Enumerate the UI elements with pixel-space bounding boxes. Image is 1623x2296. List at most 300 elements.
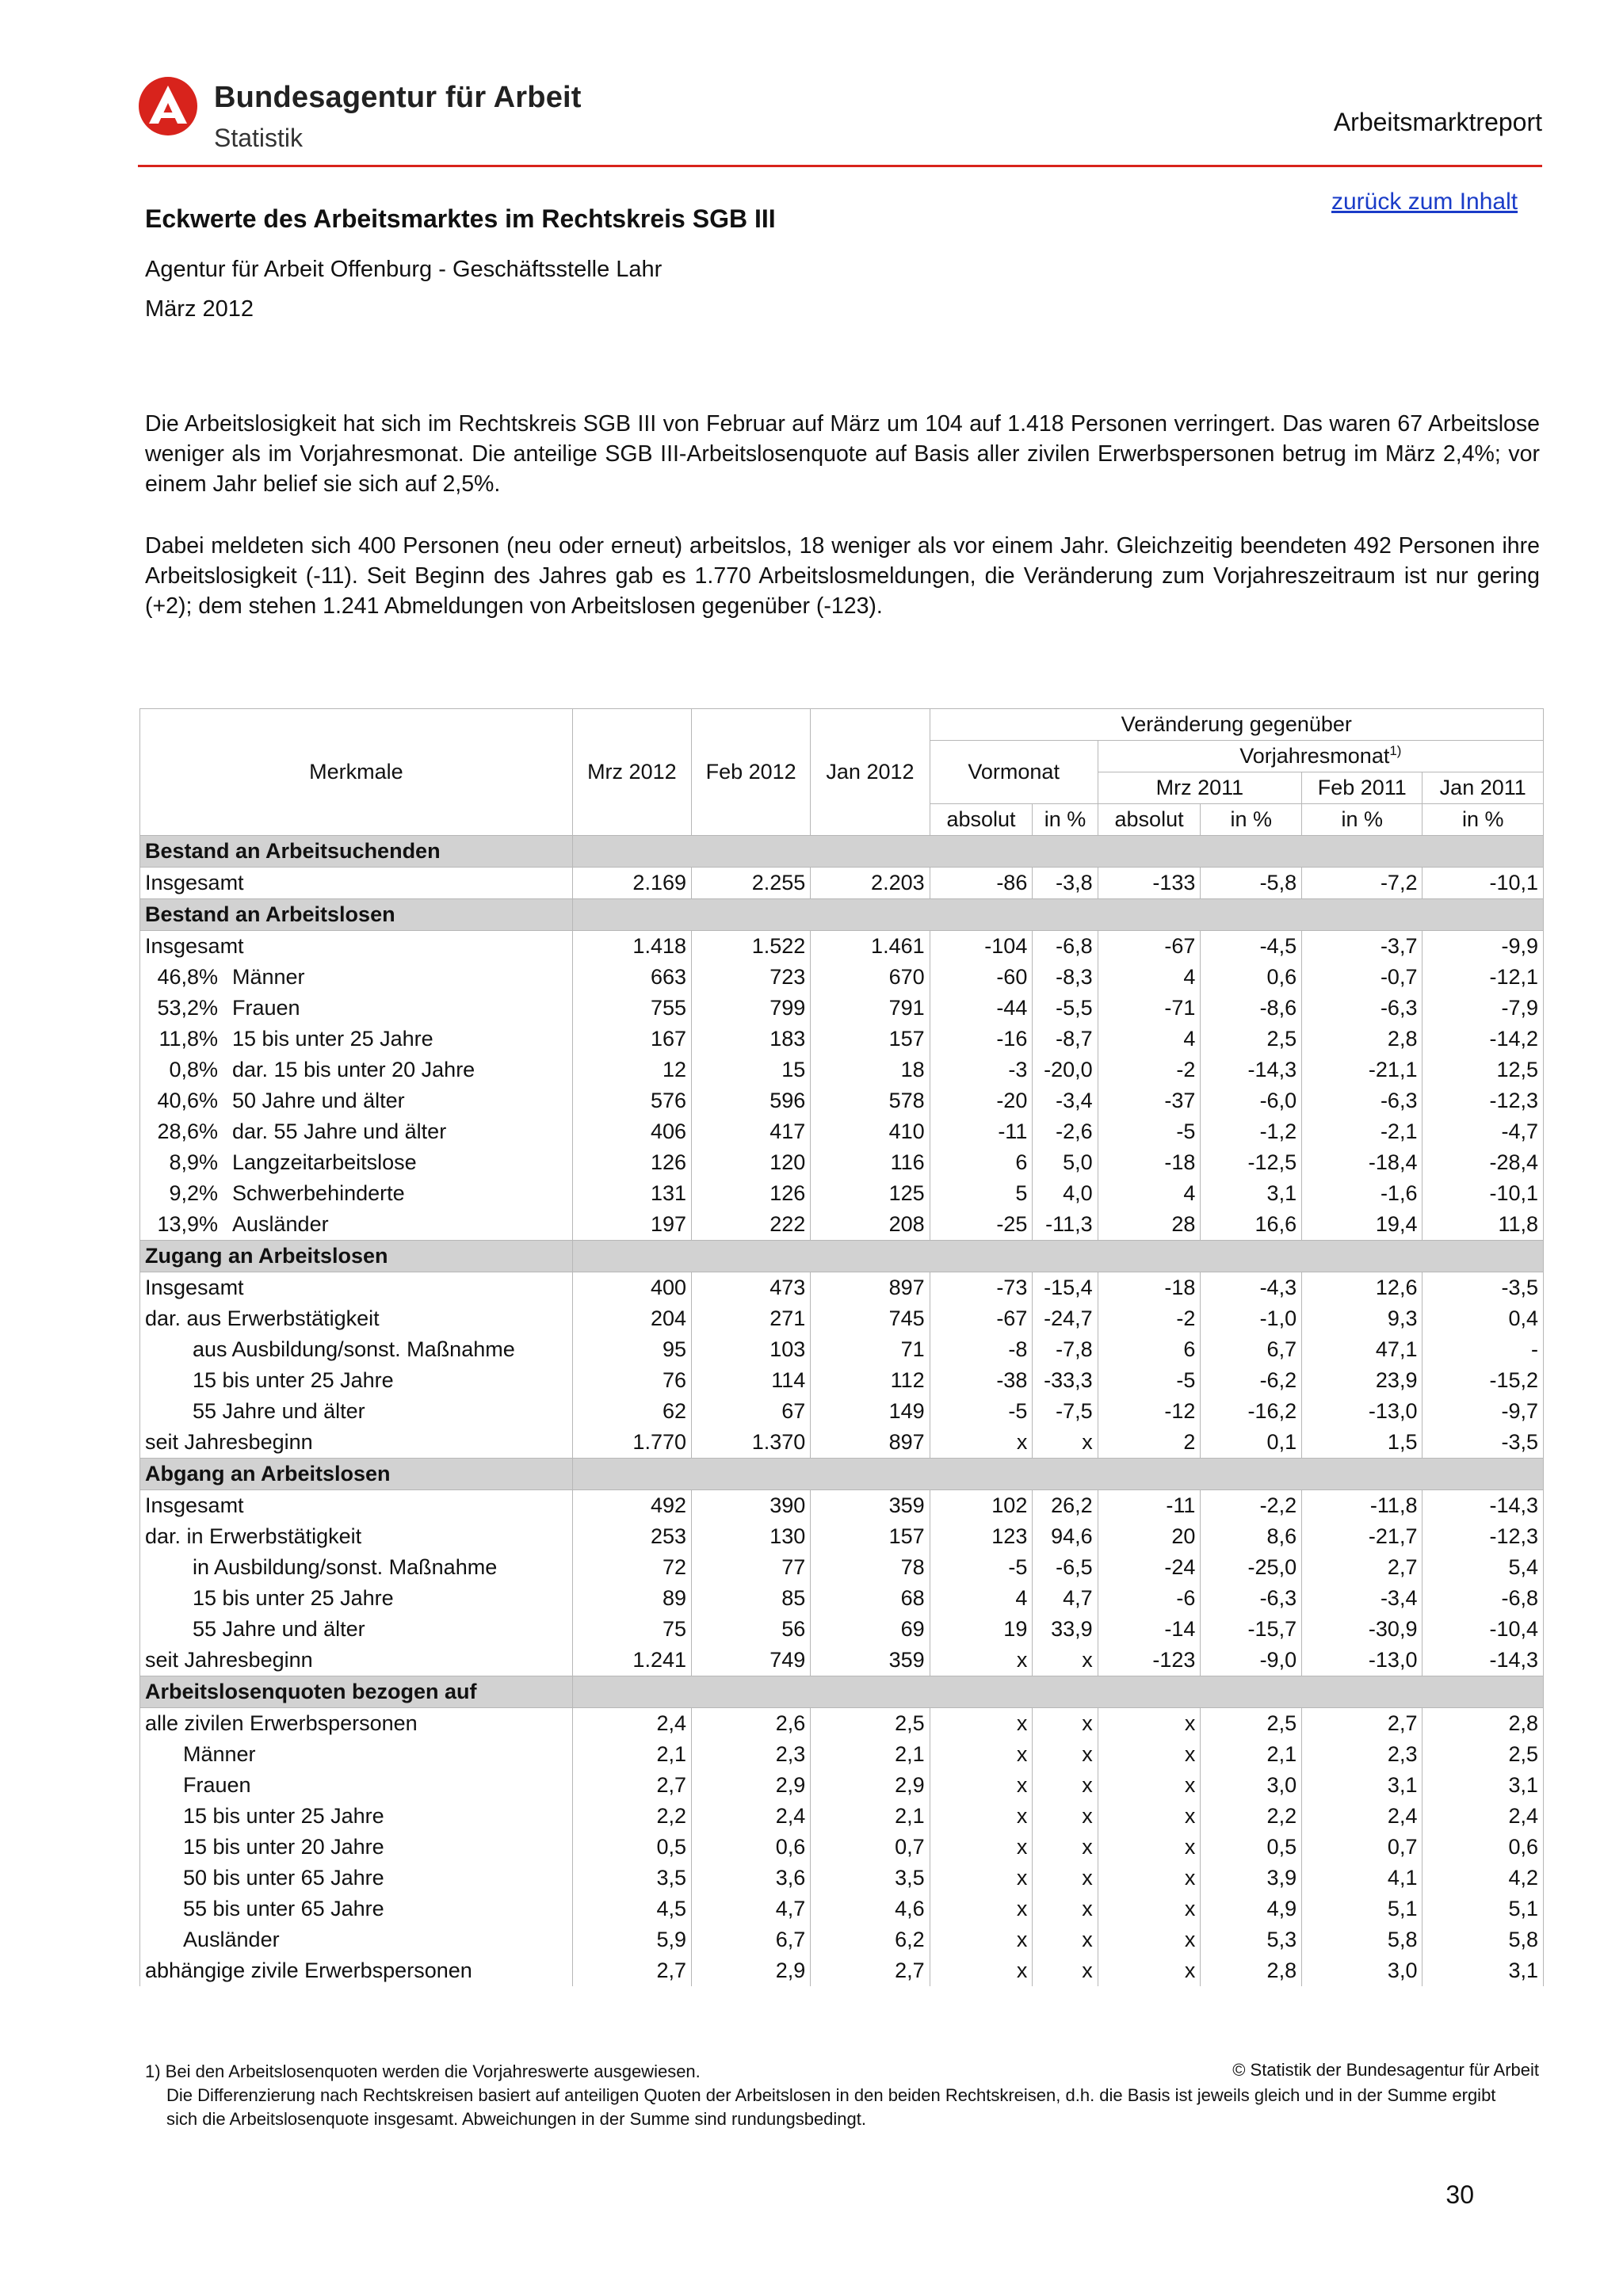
value-cell: 16,6 [1201, 1209, 1302, 1241]
value-cell: -15,7 [1201, 1614, 1302, 1645]
value-cell: 2,5 [1201, 1024, 1302, 1055]
row-label: Insgesamt [145, 871, 244, 894]
value-cell: 5,4 [1423, 1552, 1544, 1583]
value-cell: 6,7 [1201, 1334, 1302, 1365]
value-cell: 20 [1098, 1521, 1201, 1552]
value-cell: -3,5 [1423, 1272, 1544, 1304]
value-cell: -14 [1098, 1614, 1201, 1645]
section-row [140, 836, 1544, 868]
value-cell: 78 [811, 1552, 930, 1583]
value-cell: -11 [930, 1116, 1033, 1147]
value-cell: 71 [811, 1334, 930, 1365]
value-cell: 125 [811, 1178, 930, 1209]
value-cell: -7,8 [1033, 1334, 1098, 1365]
table-row [140, 1552, 1544, 1583]
header-absolut: absolut [930, 804, 1033, 836]
value-cell: -20,0 [1033, 1055, 1098, 1085]
row-label: Insgesamt [145, 1493, 244, 1517]
row-label: 15 bis unter 20 Jahre [183, 1835, 384, 1859]
value-cell: 2,7 [1302, 1708, 1423, 1740]
value-cell: 68 [811, 1583, 930, 1614]
table-row [140, 1521, 1544, 1552]
value-cell: - [1423, 1334, 1544, 1365]
value-cell: 28 [1098, 1209, 1201, 1241]
section-title: Zugang an Arbeitslosen [140, 1241, 573, 1272]
value-cell: 3,1 [1302, 1770, 1423, 1801]
value-cell: 85 [692, 1583, 811, 1614]
value-cell: -6,3 [1201, 1583, 1302, 1614]
row-label-cell [140, 1894, 573, 1924]
value-cell: 19,4 [1302, 1209, 1423, 1241]
value-cell: -3,7 [1302, 931, 1423, 963]
table-row [140, 1272, 1544, 1304]
row-label-cell [140, 962, 573, 993]
row-label: dar. in Erwerbstätigkeit [145, 1524, 362, 1548]
value-cell: 4 [1098, 1024, 1201, 1055]
value-cell: 4,0 [1033, 1178, 1098, 1209]
header-vormonat: Vormonat [930, 741, 1098, 804]
value-cell: 89 [572, 1583, 691, 1614]
value-cell: -123 [1098, 1645, 1201, 1676]
value-cell: 2,8 [1302, 1024, 1423, 1055]
value-cell: 0,4 [1423, 1303, 1544, 1334]
value-cell: 2,4 [692, 1801, 811, 1832]
footnote-2: Die Differenzierung nach Rechtskreisen basiert auf anteiligen Quoten der Arbeitslosen in den beiden Rechtskreisen, d.h. die Basis ist jeweils gleich und in der Summe ergibt sich die Arbeitslosenquote insgesamt. Abweichungen in der Summe sind rundungsbedingt. [166, 2085, 1496, 2129]
value-cell: -14,3 [1201, 1055, 1302, 1085]
section-fill [572, 899, 1543, 931]
value-cell: x [1098, 1955, 1201, 1986]
value-cell: -18 [1098, 1272, 1201, 1304]
value-cell: -13,0 [1302, 1396, 1423, 1427]
value-cell: 5,9 [572, 1924, 691, 1955]
value-cell: -73 [930, 1272, 1033, 1304]
table-body [140, 836, 1544, 1987]
value-cell: -15,4 [1033, 1272, 1098, 1304]
value-cell: 400 [572, 1272, 691, 1304]
value-cell: 33,9 [1033, 1614, 1098, 1645]
header-in-pct: in % [1302, 804, 1423, 836]
row-label: Insgesamt [145, 934, 244, 958]
value-cell: x [930, 1924, 1033, 1955]
value-cell: -5 [930, 1552, 1033, 1583]
value-cell: -3,4 [1033, 1085, 1098, 1116]
value-cell: 2,7 [811, 1955, 930, 1986]
value-cell: 2,4 [1423, 1801, 1544, 1832]
value-cell: 18 [811, 1055, 930, 1085]
value-cell: -2,6 [1033, 1116, 1098, 1147]
value-cell: 4,6 [811, 1894, 930, 1924]
row-label-cell [140, 1024, 573, 1055]
value-cell: -14,3 [1423, 1645, 1544, 1676]
value-cell: 799 [692, 993, 811, 1024]
value-cell: 3,1 [1423, 1770, 1544, 1801]
value-cell: 2,6 [692, 1708, 811, 1740]
row-label-cell [140, 868, 573, 899]
row-label-cell [140, 1303, 573, 1334]
value-cell: -7,9 [1423, 993, 1544, 1024]
row-label: Ausländer [183, 1928, 280, 1951]
row-label-cell [140, 1583, 573, 1614]
value-cell: 2,9 [692, 1955, 811, 1986]
value-cell: 3,1 [1423, 1955, 1544, 1986]
value-cell: -67 [930, 1303, 1033, 1334]
value-cell: 114 [692, 1365, 811, 1396]
value-cell: -21,1 [1302, 1055, 1423, 1085]
value-cell: -5,5 [1033, 993, 1098, 1024]
value-cell: x [1098, 1924, 1201, 1955]
row-label: Langzeitarbeitslose [232, 1150, 417, 1174]
value-cell: 2,5 [1201, 1708, 1302, 1740]
row-label: dar. 15 bis unter 20 Jahre [232, 1058, 475, 1081]
value-cell: 76 [572, 1365, 691, 1396]
table-row [140, 1116, 1544, 1147]
header-vorjahresmonat: Vorjahresmonat$^{1)}$ [1098, 741, 1543, 772]
header-jan-2012: Jan 2012 [811, 709, 930, 836]
value-cell: -12,3 [1423, 1085, 1544, 1116]
value-cell: x [1033, 1645, 1098, 1676]
value-cell: -14,2 [1423, 1024, 1544, 1055]
value-cell: 2,5 [1423, 1739, 1544, 1770]
org-name: Bundesagentur für Arbeit [214, 81, 582, 114]
value-cell: x [930, 1645, 1033, 1676]
back-to-contents-link[interactable]: zurück zum Inhalt [1331, 189, 1518, 215]
value-cell: x [1098, 1739, 1201, 1770]
value-cell: -20 [930, 1085, 1033, 1116]
value-cell: 4,2 [1423, 1863, 1544, 1894]
value-cell: 94,6 [1033, 1521, 1098, 1552]
value-cell: -71 [1098, 993, 1201, 1024]
value-cell: 75 [572, 1614, 691, 1645]
row-label: 55 bis unter 65 Jahre [183, 1897, 384, 1920]
value-cell: 149 [811, 1396, 930, 1427]
table-row [140, 868, 1544, 899]
value-cell: -3 [930, 1055, 1033, 1085]
report-date: März 2012 [145, 296, 254, 322]
value-cell: -11 [1098, 1490, 1201, 1522]
value-cell: 47,1 [1302, 1334, 1423, 1365]
value-cell: x [1033, 1708, 1098, 1740]
row-label-cell [140, 1955, 573, 1986]
row-label: aus Ausbildung/sonst. Maßnahme [193, 1337, 515, 1361]
value-cell: 2,3 [1302, 1739, 1423, 1770]
value-cell: x [1033, 1924, 1098, 1955]
table-row [140, 1427, 1544, 1459]
row-label: dar. 55 Jahre und älter [232, 1119, 447, 1143]
value-cell: -18 [1098, 1147, 1201, 1178]
value-cell: 0,6 [1423, 1832, 1544, 1863]
row-label-cell [140, 1427, 573, 1459]
value-cell: 1,5 [1302, 1427, 1423, 1459]
value-cell: -1,2 [1201, 1116, 1302, 1147]
value-cell: 2.203 [811, 868, 930, 899]
page-subtitle: Agentur für Arbeit Offenburg - Geschäftsstelle Lahr [145, 257, 663, 282]
value-cell: -12,1 [1423, 962, 1544, 993]
value-cell: 222 [692, 1209, 811, 1241]
row-label-cell [140, 1055, 573, 1085]
row-share: 9,2% [169, 1181, 218, 1205]
value-cell: x [930, 1955, 1033, 1986]
value-cell: 130 [692, 1521, 811, 1552]
row-label: 15 bis unter 25 Jahre [183, 1804, 384, 1828]
value-cell: -8,7 [1033, 1024, 1098, 1055]
row-label-cell [140, 1209, 573, 1241]
value-cell: 2,4 [572, 1708, 691, 1740]
row-label: Ausländer [232, 1212, 329, 1236]
row-label: dar. aus Erwerbstätigkeit [145, 1306, 380, 1330]
row-label: 15 bis unter 25 Jahre [193, 1586, 394, 1610]
value-cell: -13,0 [1302, 1645, 1423, 1676]
value-cell: 11,8 [1423, 1209, 1544, 1241]
value-cell: -9,9 [1423, 931, 1544, 963]
value-cell: x [1098, 1863, 1201, 1894]
value-cell: 2,8 [1423, 1708, 1544, 1740]
table-row [140, 1365, 1544, 1396]
value-cell: 3,5 [572, 1863, 691, 1894]
header-veraenderung: Veränderung gegenüber [930, 709, 1543, 741]
value-cell: -44 [930, 993, 1033, 1024]
value-cell: -14,3 [1423, 1490, 1544, 1522]
copyright-note: © Statistik der Bundesagentur für Arbeit [1232, 2060, 1539, 2080]
value-cell: x [1033, 1739, 1098, 1770]
value-cell: -9,7 [1423, 1396, 1544, 1427]
value-cell: 3,0 [1302, 1955, 1423, 1986]
row-share: 8,9% [169, 1150, 218, 1174]
value-cell: 2,7 [1302, 1552, 1423, 1583]
value-cell: 95 [572, 1334, 691, 1365]
table-row [140, 1178, 1544, 1209]
value-cell: 2,1 [572, 1739, 691, 1770]
value-cell: 62 [572, 1396, 691, 1427]
row-label-cell [140, 1645, 573, 1676]
key-figures-table [139, 708, 1544, 1986]
value-cell: x [1098, 1832, 1201, 1863]
row-label-cell [140, 1147, 573, 1178]
value-cell: 4,5 [572, 1894, 691, 1924]
value-cell: 390 [692, 1490, 811, 1522]
value-cell: -38 [930, 1365, 1033, 1396]
value-cell: -1,0 [1201, 1303, 1302, 1334]
row-label-cell [140, 1178, 573, 1209]
value-cell: 6 [1098, 1334, 1201, 1365]
value-cell: -86 [930, 868, 1033, 899]
value-cell: 663 [572, 962, 691, 993]
value-cell: 12,6 [1302, 1272, 1423, 1304]
value-cell: x [930, 1708, 1033, 1740]
footnote-1: 1) Bei den Arbeitslosenquoten werden die Vorjahreswerte ausgewiesen. [145, 2061, 701, 2081]
value-cell: -5 [1098, 1365, 1201, 1396]
table-row [140, 1055, 1544, 1085]
value-cell: -21,7 [1302, 1521, 1423, 1552]
value-cell: x [930, 1739, 1033, 1770]
value-cell: -18,4 [1302, 1147, 1423, 1178]
value-cell: 69 [811, 1614, 930, 1645]
section-title: Bestand an Arbeitsuchenden [140, 836, 573, 868]
table-row [140, 1614, 1544, 1645]
value-cell: 12,5 [1423, 1055, 1544, 1085]
value-cell: 26,2 [1033, 1490, 1098, 1522]
row-label-cell [140, 1832, 573, 1863]
table-row [140, 1583, 1544, 1614]
value-cell: 253 [572, 1521, 691, 1552]
value-cell: 4 [930, 1583, 1033, 1614]
row-share: 46,8% [157, 965, 218, 989]
row-share: 13,9% [157, 1212, 218, 1236]
value-cell: 2,9 [692, 1770, 811, 1801]
report-title: Arbeitsmarktreport [1333, 108, 1542, 136]
value-cell: -6,3 [1302, 1085, 1423, 1116]
value-cell: -6,5 [1033, 1552, 1098, 1583]
value-cell: -12,5 [1201, 1147, 1302, 1178]
value-cell: 0,5 [1201, 1832, 1302, 1863]
header-feb-2011: Feb 2011 [1302, 772, 1423, 804]
value-cell: 3,0 [1201, 1770, 1302, 1801]
value-cell: -5 [1098, 1116, 1201, 1147]
value-cell: 208 [811, 1209, 930, 1241]
row-label-cell [140, 1614, 573, 1645]
value-cell: -28,4 [1423, 1147, 1544, 1178]
section-fill [572, 836, 1543, 868]
value-cell: 406 [572, 1116, 691, 1147]
value-cell: 126 [692, 1178, 811, 1209]
value-cell: -1,6 [1302, 1178, 1423, 1209]
row-label: 50 bis unter 65 Jahre [183, 1866, 384, 1890]
section-row [140, 1676, 1544, 1708]
row-label-cell [140, 1863, 573, 1894]
table-row [140, 931, 1544, 963]
row-label-cell [140, 1708, 573, 1740]
page-title: Eckwerte des Arbeitsmarktes im Rechtskreis SGB III [145, 204, 776, 233]
value-cell: -67 [1098, 931, 1201, 963]
row-label-cell [140, 1116, 573, 1147]
row-label: Männer [232, 965, 305, 989]
value-cell: 596 [692, 1085, 811, 1116]
value-cell: x [1033, 1770, 1098, 1801]
value-cell: 0,1 [1201, 1427, 1302, 1459]
row-label: Frauen [183, 1773, 251, 1797]
value-cell: 2,7 [572, 1955, 691, 1986]
value-cell: 102 [930, 1490, 1033, 1522]
value-cell: -2,2 [1201, 1490, 1302, 1522]
header-in-pct: in % [1201, 804, 1302, 836]
value-cell: -133 [1098, 868, 1201, 899]
value-cell: 2,1 [811, 1801, 930, 1832]
row-label: 15 bis unter 25 Jahre [232, 1027, 433, 1051]
value-cell: 359 [811, 1645, 930, 1676]
value-cell: x [1033, 1427, 1098, 1459]
value-cell: 5,8 [1302, 1924, 1423, 1955]
value-cell: 2,1 [1201, 1739, 1302, 1770]
value-cell: 3,1 [1201, 1178, 1302, 1209]
section-fill [572, 1241, 1543, 1272]
value-cell: 1.461 [811, 931, 930, 963]
table-row [140, 1708, 1544, 1740]
value-cell: 755 [572, 993, 691, 1024]
value-cell: 0,6 [692, 1832, 811, 1863]
value-cell: 410 [811, 1116, 930, 1147]
value-cell: -37 [1098, 1085, 1201, 1116]
table-row [140, 1832, 1544, 1863]
value-cell: -2,1 [1302, 1116, 1423, 1147]
value-cell: 4,7 [692, 1894, 811, 1924]
value-cell: 120 [692, 1147, 811, 1178]
value-cell: -25 [930, 1209, 1033, 1241]
row-label-cell [140, 1490, 573, 1522]
value-cell: -5 [930, 1396, 1033, 1427]
value-cell: 2 [1098, 1427, 1201, 1459]
value-cell: x [1033, 1955, 1098, 1986]
table-row [140, 1924, 1544, 1955]
row-label: seit Jahresbeginn [145, 1648, 313, 1672]
value-cell: -24,7 [1033, 1303, 1098, 1334]
value-cell: 116 [811, 1147, 930, 1178]
value-cell: 6 [930, 1147, 1033, 1178]
row-share: 40,6% [157, 1089, 218, 1112]
row-label-cell [140, 1396, 573, 1427]
value-cell: 749 [692, 1645, 811, 1676]
row-label-cell [140, 1770, 573, 1801]
value-cell: x [1098, 1708, 1201, 1740]
value-cell: 492 [572, 1490, 691, 1522]
value-cell: x [1033, 1894, 1098, 1924]
value-cell: 745 [811, 1303, 930, 1334]
table-row [140, 1396, 1544, 1427]
value-cell: -8,6 [1201, 993, 1302, 1024]
value-cell: 473 [692, 1272, 811, 1304]
value-cell: 897 [811, 1427, 930, 1459]
value-cell: -24 [1098, 1552, 1201, 1583]
value-cell: -60 [930, 962, 1033, 993]
table-row [140, 1024, 1544, 1055]
value-cell: 67 [692, 1396, 811, 1427]
table-row [140, 962, 1544, 993]
value-cell: x [1033, 1863, 1098, 1894]
value-cell: 6,7 [692, 1924, 811, 1955]
row-label-cell [140, 1365, 573, 1396]
header-jan-2011: Jan 2011 [1423, 772, 1544, 804]
value-cell: -4,7 [1423, 1116, 1544, 1147]
value-cell: 123 [930, 1521, 1033, 1552]
table-row [140, 1739, 1544, 1770]
value-cell: -9,0 [1201, 1645, 1302, 1676]
row-label: Insgesamt [145, 1276, 244, 1299]
section-title: Bestand an Arbeitslosen [140, 899, 573, 931]
value-cell: -6,8 [1033, 931, 1098, 963]
value-cell: 9,3 [1302, 1303, 1423, 1334]
section-row [140, 1459, 1544, 1490]
value-cell: 791 [811, 993, 930, 1024]
table-row [140, 1894, 1544, 1924]
value-cell: 2,7 [572, 1770, 691, 1801]
row-label-cell [140, 1739, 573, 1770]
value-cell: -3,5 [1423, 1427, 1544, 1459]
header-in-pct: in % [1423, 804, 1544, 836]
value-cell: -104 [930, 931, 1033, 963]
row-share: 11,8% [158, 1027, 218, 1051]
value-cell: -8 [930, 1334, 1033, 1365]
value-cell: 2,9 [811, 1770, 930, 1801]
row-label: 50 Jahre und älter [232, 1089, 405, 1112]
row-label: Männer [183, 1742, 256, 1766]
table-row [140, 1770, 1544, 1801]
table-row [140, 1147, 1544, 1178]
value-cell: 3,5 [811, 1863, 930, 1894]
row-label: Frauen [232, 996, 300, 1020]
value-cell: -10,1 [1423, 1178, 1544, 1209]
value-cell: 204 [572, 1303, 691, 1334]
value-cell: -7,2 [1302, 868, 1423, 899]
value-cell: 2.255 [692, 868, 811, 899]
section-fill [572, 1459, 1543, 1490]
